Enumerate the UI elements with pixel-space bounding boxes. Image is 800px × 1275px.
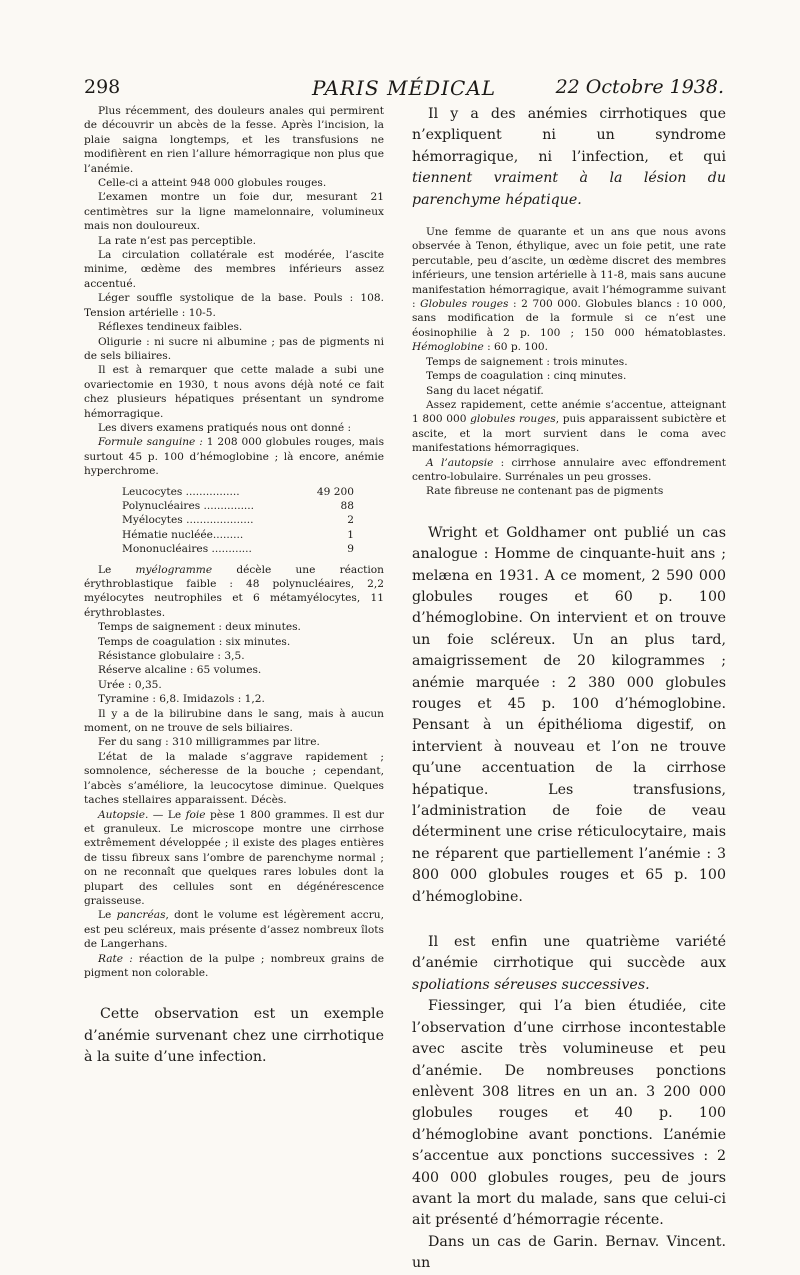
paragraph: Une femme de quarante et un ans que nous avons observée à Tenon, éthylique, avec un foie petit, une rate percutable, peu d’ascite, un œdème discret des membres inférieurs, une tension artérielle à 11-8, mais sans aucune manifestation hémorragique, avait l’hémogramme suivant : Globules rouges : 2 700 000. Globules blancs : 10 000, sans modification de la formule si ce n’est une éosinophilie à 2 p. 100 ; 150 000 hématoblastes. Hémoglobine : 60 p. 100. (412, 226, 727, 354)
table-row: Polynucléaires ............... 88 (122, 499, 354, 512)
journal-title: PARIS MÉDICAL (311, 76, 497, 100)
body-paragraph: Il y a des anémies cirrhotiques que n’expliquent ni un syndrome hémorragique, ni l’infection, et qui tiennent vraiment à la lésion du parenchyme hépatique. (412, 106, 726, 208)
paragraph: Le myélogramme décèle une réaction érythroblastique faible : 48 polynucléaires, 2,2 myélocytes neutrophiles et 6 métamyélocytes, 11 érythroblastes. (84, 563, 384, 619)
paragraph: Oligurie : ni sucre ni albumine ; pas de pigments ni de sels biliaires. (84, 335, 384, 362)
paragraph: Léger souffle systolique de la base. Pouls : 108. Tension artérielle : 10-5. (84, 292, 384, 319)
paragraph: Il est à remarquer que cette malade a subi une ovariectomie en 1930, t nous avons déjà noté ce fait chez plusieurs hépatiques présentant un syndrome hémorragique. (84, 364, 384, 420)
paragraph: Urée : 0,35. (98, 678, 162, 691)
page-header (84, 72, 724, 102)
inline-label: Formule sanguine : (98, 436, 203, 449)
paragraph: Résistance globulaire : 3,5. (98, 650, 245, 663)
paragraph: Sang du lacet négatif. (426, 384, 544, 397)
paragraph: Les divers examens pratiqués nous ont donné : (98, 421, 352, 434)
paragraph: Rate fibreuse ne contenant pas de pigments (426, 485, 664, 498)
body-paragraph: Dans un cas de Garin. Bernav. Vincent. un (412, 1233, 726, 1272)
issue-date: 22 Octobre 1938. (555, 76, 724, 98)
right-column (412, 104, 726, 1275)
paragraph: Assez rapidement, cette anémie s’accentue, atteignant 1 800 000 globules rouges, puis apparaissent subictère et ascite, et la mort survient dans le coma avec manifestations hémorragiques. (412, 398, 726, 455)
page-number: 298 (84, 76, 121, 98)
paragraph: A l’autopsie : cirrhose annulaire avec effondrement centro-lobulaire. Surrénales un peu grosses. (412, 456, 726, 483)
body-paragraph: Cette observation est un exemple d’anémie survenant chez une cirrhotique à la suite d’une infection. (84, 1006, 384, 1066)
body-paragraph: Il est enfin une quatrième variété d’anémie cirrhotique qui succède aux spoliations séreuses successives. (412, 934, 726, 993)
paragraph: Plus récemment, des douleurs anales qui permirent de découvrir un abcès de la fesse. Après l’incision, la plaie saigna longtemps, et les transfusions ne modifièrent en rien l’allure hémorragique non plus que l’anémie. (84, 105, 384, 175)
paragraph: Temps de saignement : deux minutes. (98, 621, 301, 634)
paragraph: Fer du sang : 310 milligrammes par litre. (98, 736, 320, 749)
paragraph: Le pancréas, dont le volume est légèrement accru, est peu scléreux, mais présente d’assez nombreux îlots de Langerhans. (84, 909, 384, 951)
paragraph: La circulation collatérale est modérée, l’ascite minime, œdème des membres inférieurs assez accentué. (84, 249, 384, 290)
body-paragraph: Fiessinger, qui l’a bien étudiée, cite l’observation d’une cirrhose incontestable avec ascite très volumineuse et peu d’anémie. De nombreuses ponctions enlèvent 308 litres en un an. 3 200 000 globules rouges et 40 p. 100 d’hémoglobine avant ponctions. L’anémie s’accentue aux ponctions successives : 2 400 000 globules rouges, peu de jours avant la mort du malade, sans que celui-ci ait présenté d’hémorragie récente. (412, 998, 726, 1229)
table-row: Mononucléaires ............ 9 (122, 543, 354, 556)
paragraph: L’état de la malade s’aggrave rapidement ; somnolence, sécheresse de la bouche ; cependant, l’abcès s’améliore, la leucocytose diminue. Quelques taches stellaires apparaissent. Décès. (84, 750, 384, 807)
paragraph: Réserve alcaline : 65 volumes. (98, 664, 262, 677)
paragraph: Temps de saignement : trois minutes. (426, 355, 628, 368)
table-row: Hématie nucléée......... 1 (122, 528, 354, 541)
paragraph: Il y a de la bilirubine dans le sang, mais à aucun moment, on ne trouve de sels biliaires. (84, 707, 384, 735)
paragraph: Autopsie. — Le foie pèse 1 800 grammes. Il est dur et granuleux. Le microscope montre une cirrhose extrêmement développée ; il existe des plages entières de tissu fibreux sans l’ombre de parenchyme normal ; on ne reconnaît que quelques rares lobules dont la plupart des cellules sont en dégénérescence graisseuse. (84, 808, 384, 907)
paragraph: L’examen montre un foie dur, mesurant 21 centimètres sur la ligne mamelonnaire, volumineux mais non douloureux. (84, 191, 384, 233)
left-column (84, 104, 384, 1069)
paragraph: Tyramine : 6,8. Imidazols : 1,2. (98, 693, 265, 706)
paragraph: Temps de coagulation : six minutes. (98, 635, 291, 648)
blood-formula-table (122, 485, 354, 557)
paragraph: Rate : réaction de la pulpe ; nombreux grains de pigment non colorable. (84, 952, 384, 979)
table-row: Leucocytes ................ 49 200 (122, 485, 354, 498)
body-paragraph: Wright et Goldhamer ont publié un cas analogue : Homme de cinquante-huit ans ; melæna en 1931. A ce moment, 2 590 000 globules rouges et 60 p. 100 d’hémoglobine. On intervient et on trouve un foie scléreux. Un an plus tard, amaigrissement de 20 kilogrammes ; anémie marquée : 2 380 000 globules rouges et 45 p. 100 d’hémoglobine. Pensant à un épithélioma digestif, on intervient à nouveau et l’on ne trouve qu’une accentuation de la cirrhose hépatique. Les transfusions, l’administration de foie de veau déterminent une crise réticulocytaire, mais ne réparent que partiellement l’anémie : 3 800 000 globules rouges et 65 p. 100 d’hémoglobine. (412, 524, 726, 905)
paragraph: Celle-ci a atteint 948 000 globules rouges. (98, 177, 327, 190)
paragraph: Temps de coagulation : cinq minutes. (426, 370, 627, 383)
paragraph: Formule sanguine : 1 208 000 globules rouges, mais surtout 45 p. 100 d’hémoglobine ; là encore, anémie hyperchrome. (84, 436, 385, 478)
paragraph: La rate n’est pas perceptible. (98, 234, 256, 247)
paragraph: Réflexes tendineux faibles. (98, 321, 243, 334)
table-row: Myélocytes .................... 2 (122, 514, 354, 527)
